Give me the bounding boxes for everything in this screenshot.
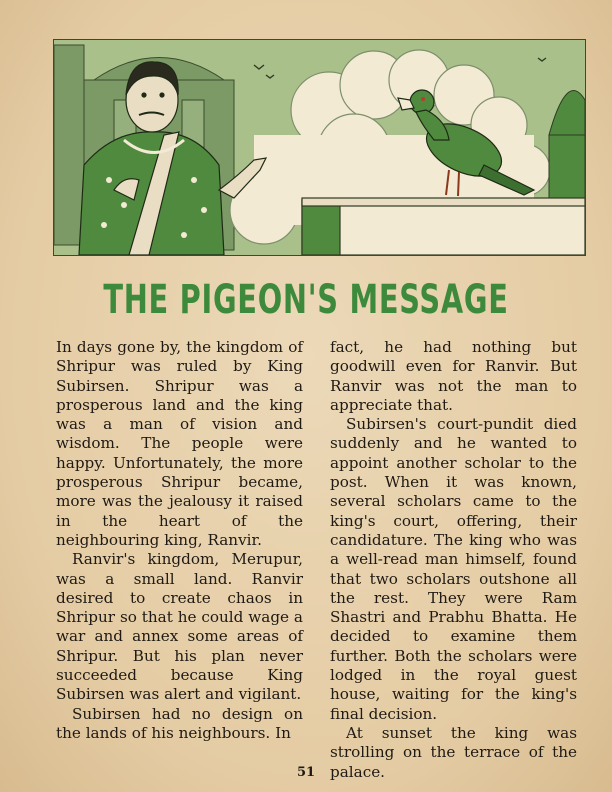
paragraph: Subirsen's court-pundit died suddenly and he wanted to appoint another scholar to the post. When it was known, several scholars came to the king's court, offering, their candidature. The king who was a well-read man himself, found that two scholars outshone all the rest. They were Ram Shastri and Prabhu Bhatta. He decided to examine them further. Both the scholars were lodged in the royal guest house, waiting for the king's final decision.: [330, 415, 577, 723]
page-number: 51: [296, 765, 316, 780]
right-text-column: [330, 338, 577, 782]
illustration-art: [54, 40, 585, 255]
story-title: THE PIGEON'S MESSAGE: [103, 277, 509, 323]
story-illustration: [53, 39, 586, 256]
paragraph: Ranvir's kingdom, Merupur, was a small land. Ranvir desired to create chaos in Shripur so that he could wage a war and annex some areas of Shripur. But his plan never succeeded because King Subirsen was alert and vigilant.: [56, 550, 303, 704]
paragraph: Subirsen had no design on the lands of his neighbours. In: [56, 704, 303, 742]
left-text-column: [56, 338, 303, 743]
paragraph: fact, he had nothing but goodwill even for Ranvir. But Ranvir was not the man to appreciate that.: [330, 338, 577, 414]
paragraph: In days gone by, the kingdom of Shripur was ruled by King Subirsen. Shripur was a prosperous land and the king was a man of vision and wisdom. The people were happy. Unfortunately, the more prosperous Shripur became, more was the jealousy it raised in the heart of the neighbouring king, Ranvir.: [56, 338, 303, 549]
paragraph: At sunset the king was strolling on the terrace of the palace.: [330, 723, 577, 781]
